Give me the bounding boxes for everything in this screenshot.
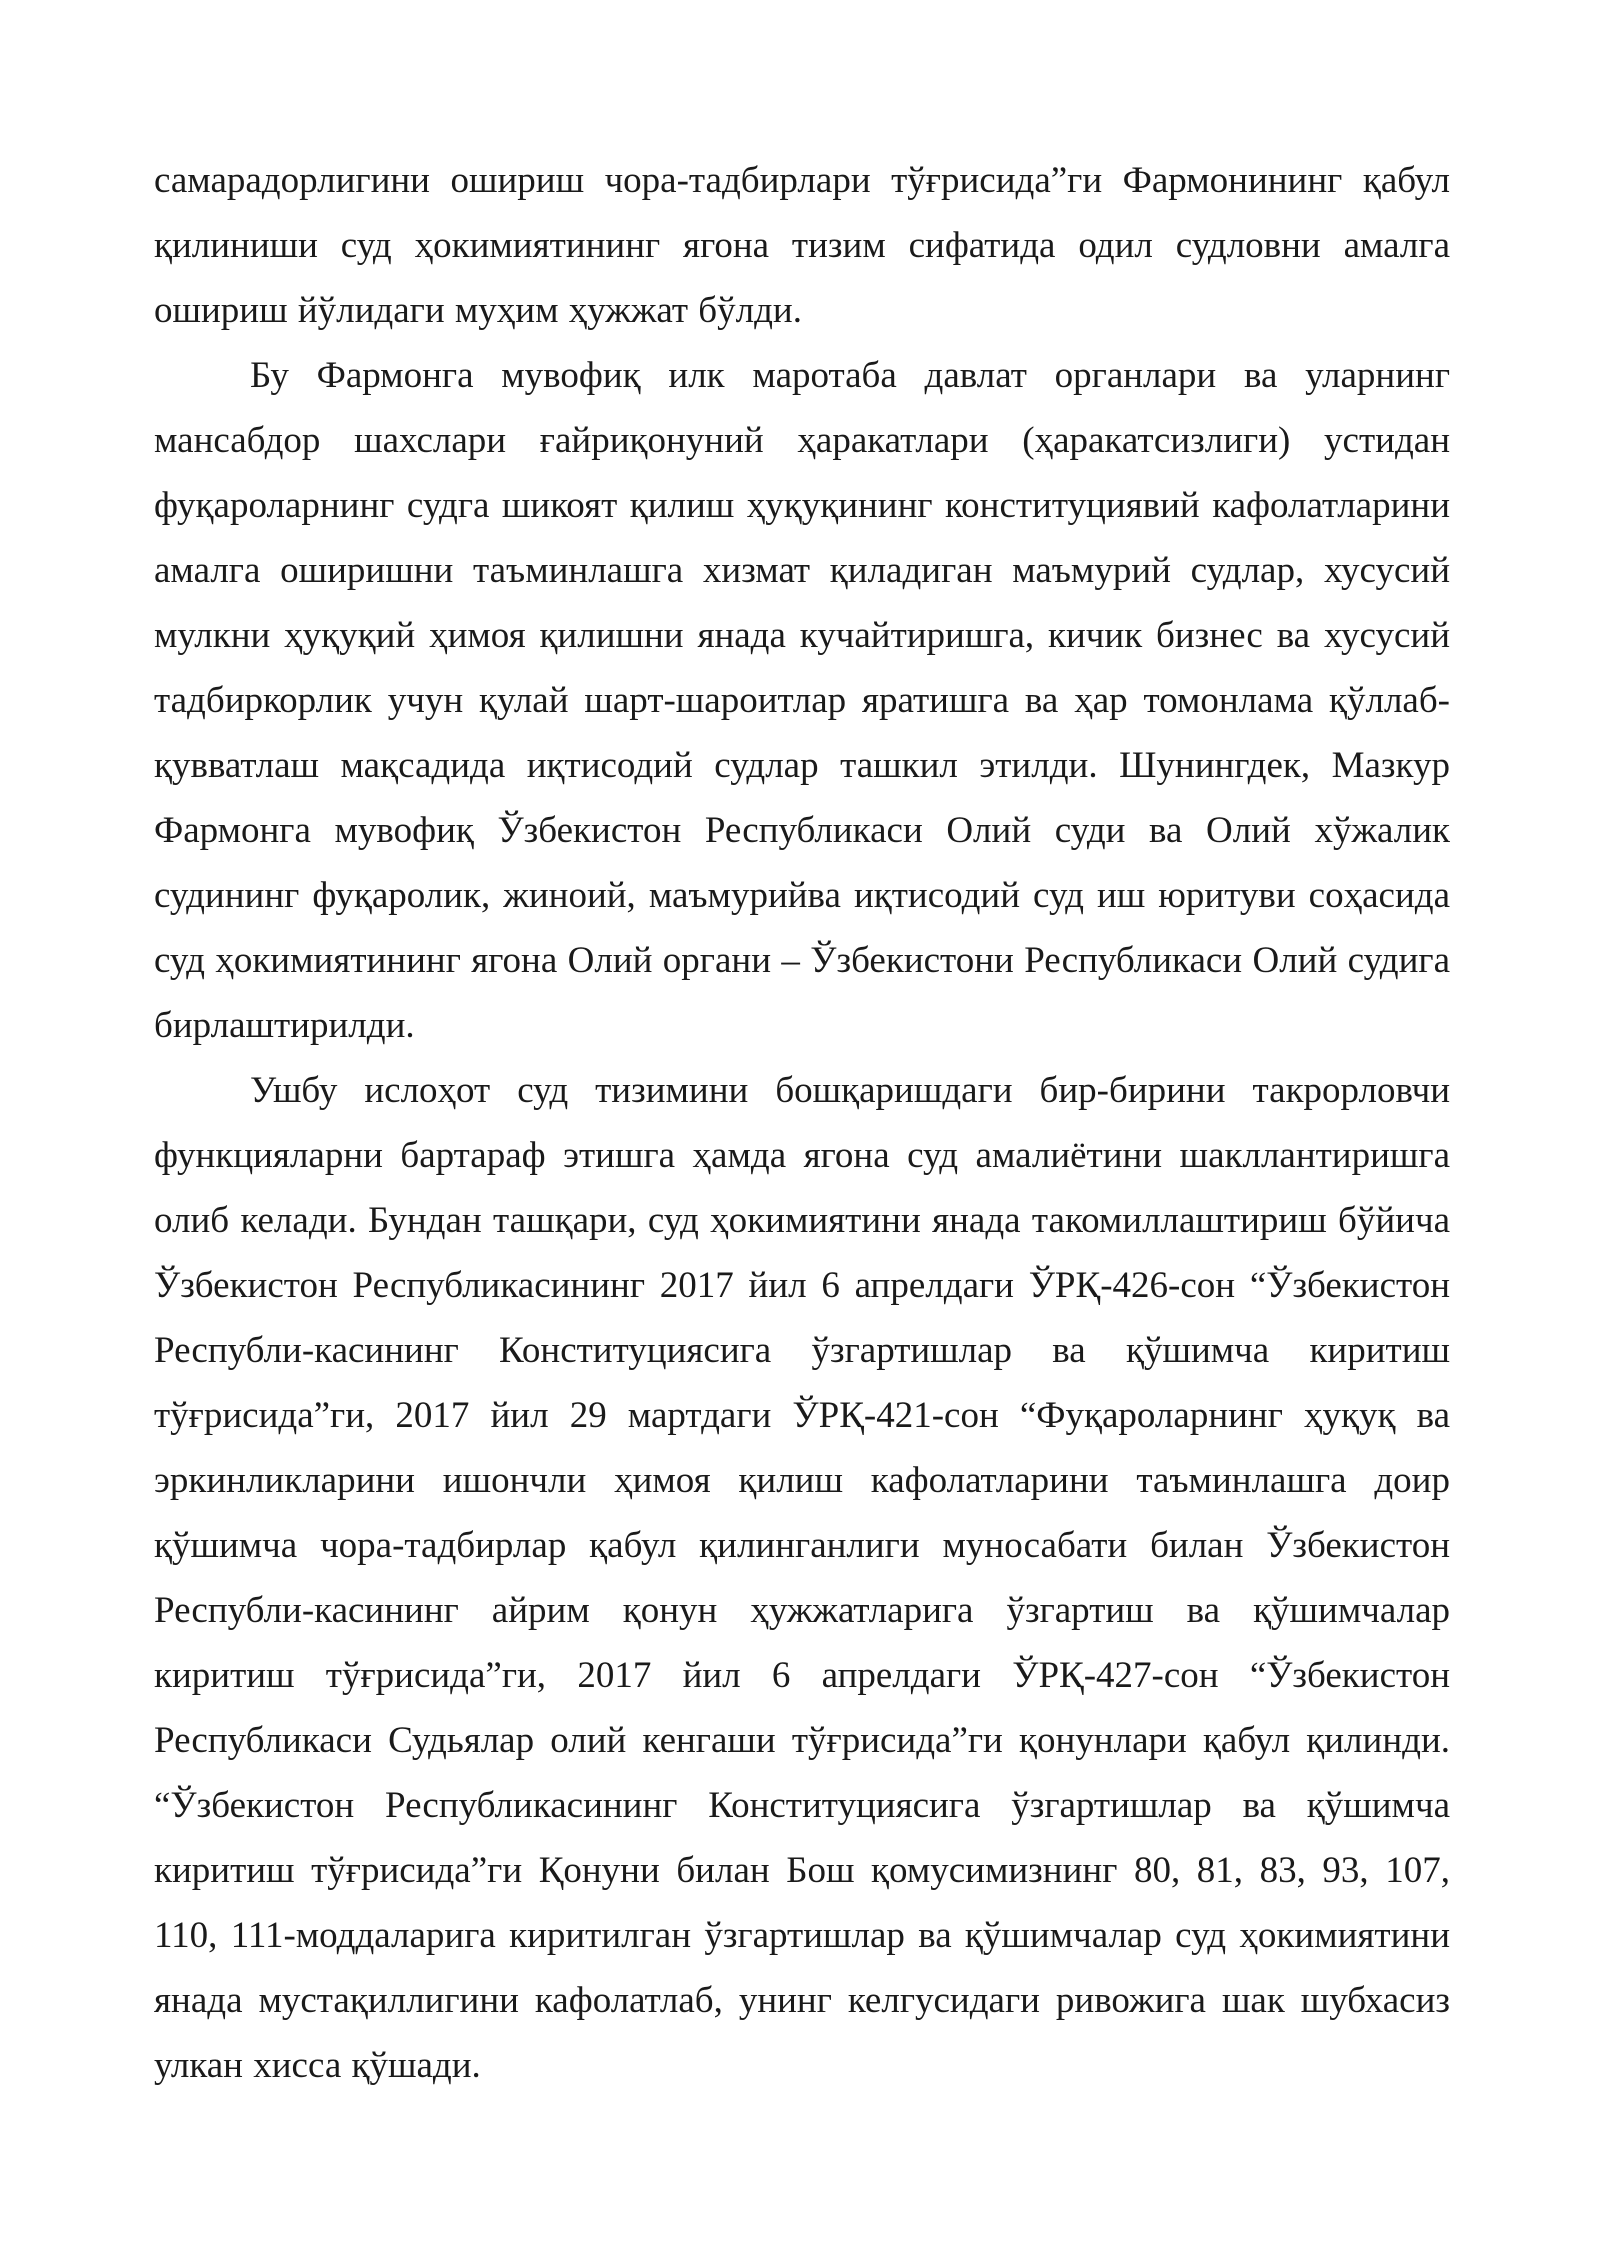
paragraph-decree-provisions: Бу Фармонга мувофиқ илк маротаба давлат органлари ва уларнинг мансабдор шахслари ғайриқонуний ҳаракатлари (ҳаракатсизлиги) устидан фуқароларнинг судга шикоят қилиш ҳуқуқининг конституциявий кафолатларини амалга оширишни таъминлашга хизмат қиладиган маъмурий судлар, хусусий мулкни ҳуқуқий ҳимоя қилишни янада кучайтиришга, кичик бизнес ва хусусий тадбиркорлик учун қулай шарт-шароитлар яратишга ва ҳар томонлама қўллаб-қувватлаш мақсадида иқтисодий судлар ташкил этилди. Шунингдек, Мазкур Фармонга мувофиқ Ўзбекистон Республикаси Олий суди ва Олий хўжалик судининг фуқаролик, жиноий, маъмурийва иқтисодий суд иш юритуви соҳасида суд ҳокимиятининг ягона Олий органи – Ўзбекистони Республикаси Олий судига бирлаштирилди. (154, 355, 1450, 1046)
paragraph-continuation: самарадорлигини ошириш чора-тадбирлари тўғрисида”ги Фармонининг қабул қилиниши суд ҳокимиятининг ягона тизим сифатида одил судловни амалга ошириш йўлидаги муҳим ҳужжат бўлди. (154, 160, 1450, 331)
paragraph-reform-laws: Ушбу ислоҳот суд тизимини бошқаришдаги бир-бирини такрорловчи функцияларни бартараф этишга ҳамда ягона суд амалиётини шакллантиришга олиб келади. Бундан ташқари, суд ҳокимиятини янада такомиллаштириш бўйича Ўзбекистон Республикасининг 2017 йил 6 апрелдаги ЎРҚ-426-сон “Ўзбекистон Республи-касининг Конституциясига ўзгартишлар ва қўшимча киритиш тўғрисида”ги, 2017 йил 29 мартдаги ЎРҚ-421-сон “Фуқароларнинг ҳуқуқ ва эркинликларини ишончли ҳимоя қилиш кафолатларини таъминлашга доир қўшимча чора-тадбирлар қабул қилинганлиги муносабати билан Ўзбекистон Республи-касининг айрим қонун ҳужжатларига ўзгартиш ва қўшимчалар киритиш тўғрисида”ги, 2017 йил 6 апрелдаги ЎРҚ-427-сон “Ўзбекистон Республикаси Судьялар олий кенгаши тўғрисида”ги қонунлари қабул қилинди. “Ўзбекистон Республикасининг Конституциясига ўзгартишлар ва қўшимча киритиш тўғрисида”ги Қонуни билан Бош қомусимизнинг 80, 81, 83, 93, 107, 110, 111-моддаларига киритилган ўзгартишлар ва қўшимчалар суд ҳокимиятини янада мустақиллигини кафолатлаб, унинг келгусидаги ривожига шак шубхасиз улкан хисса қўшади. (154, 1070, 1450, 2086)
